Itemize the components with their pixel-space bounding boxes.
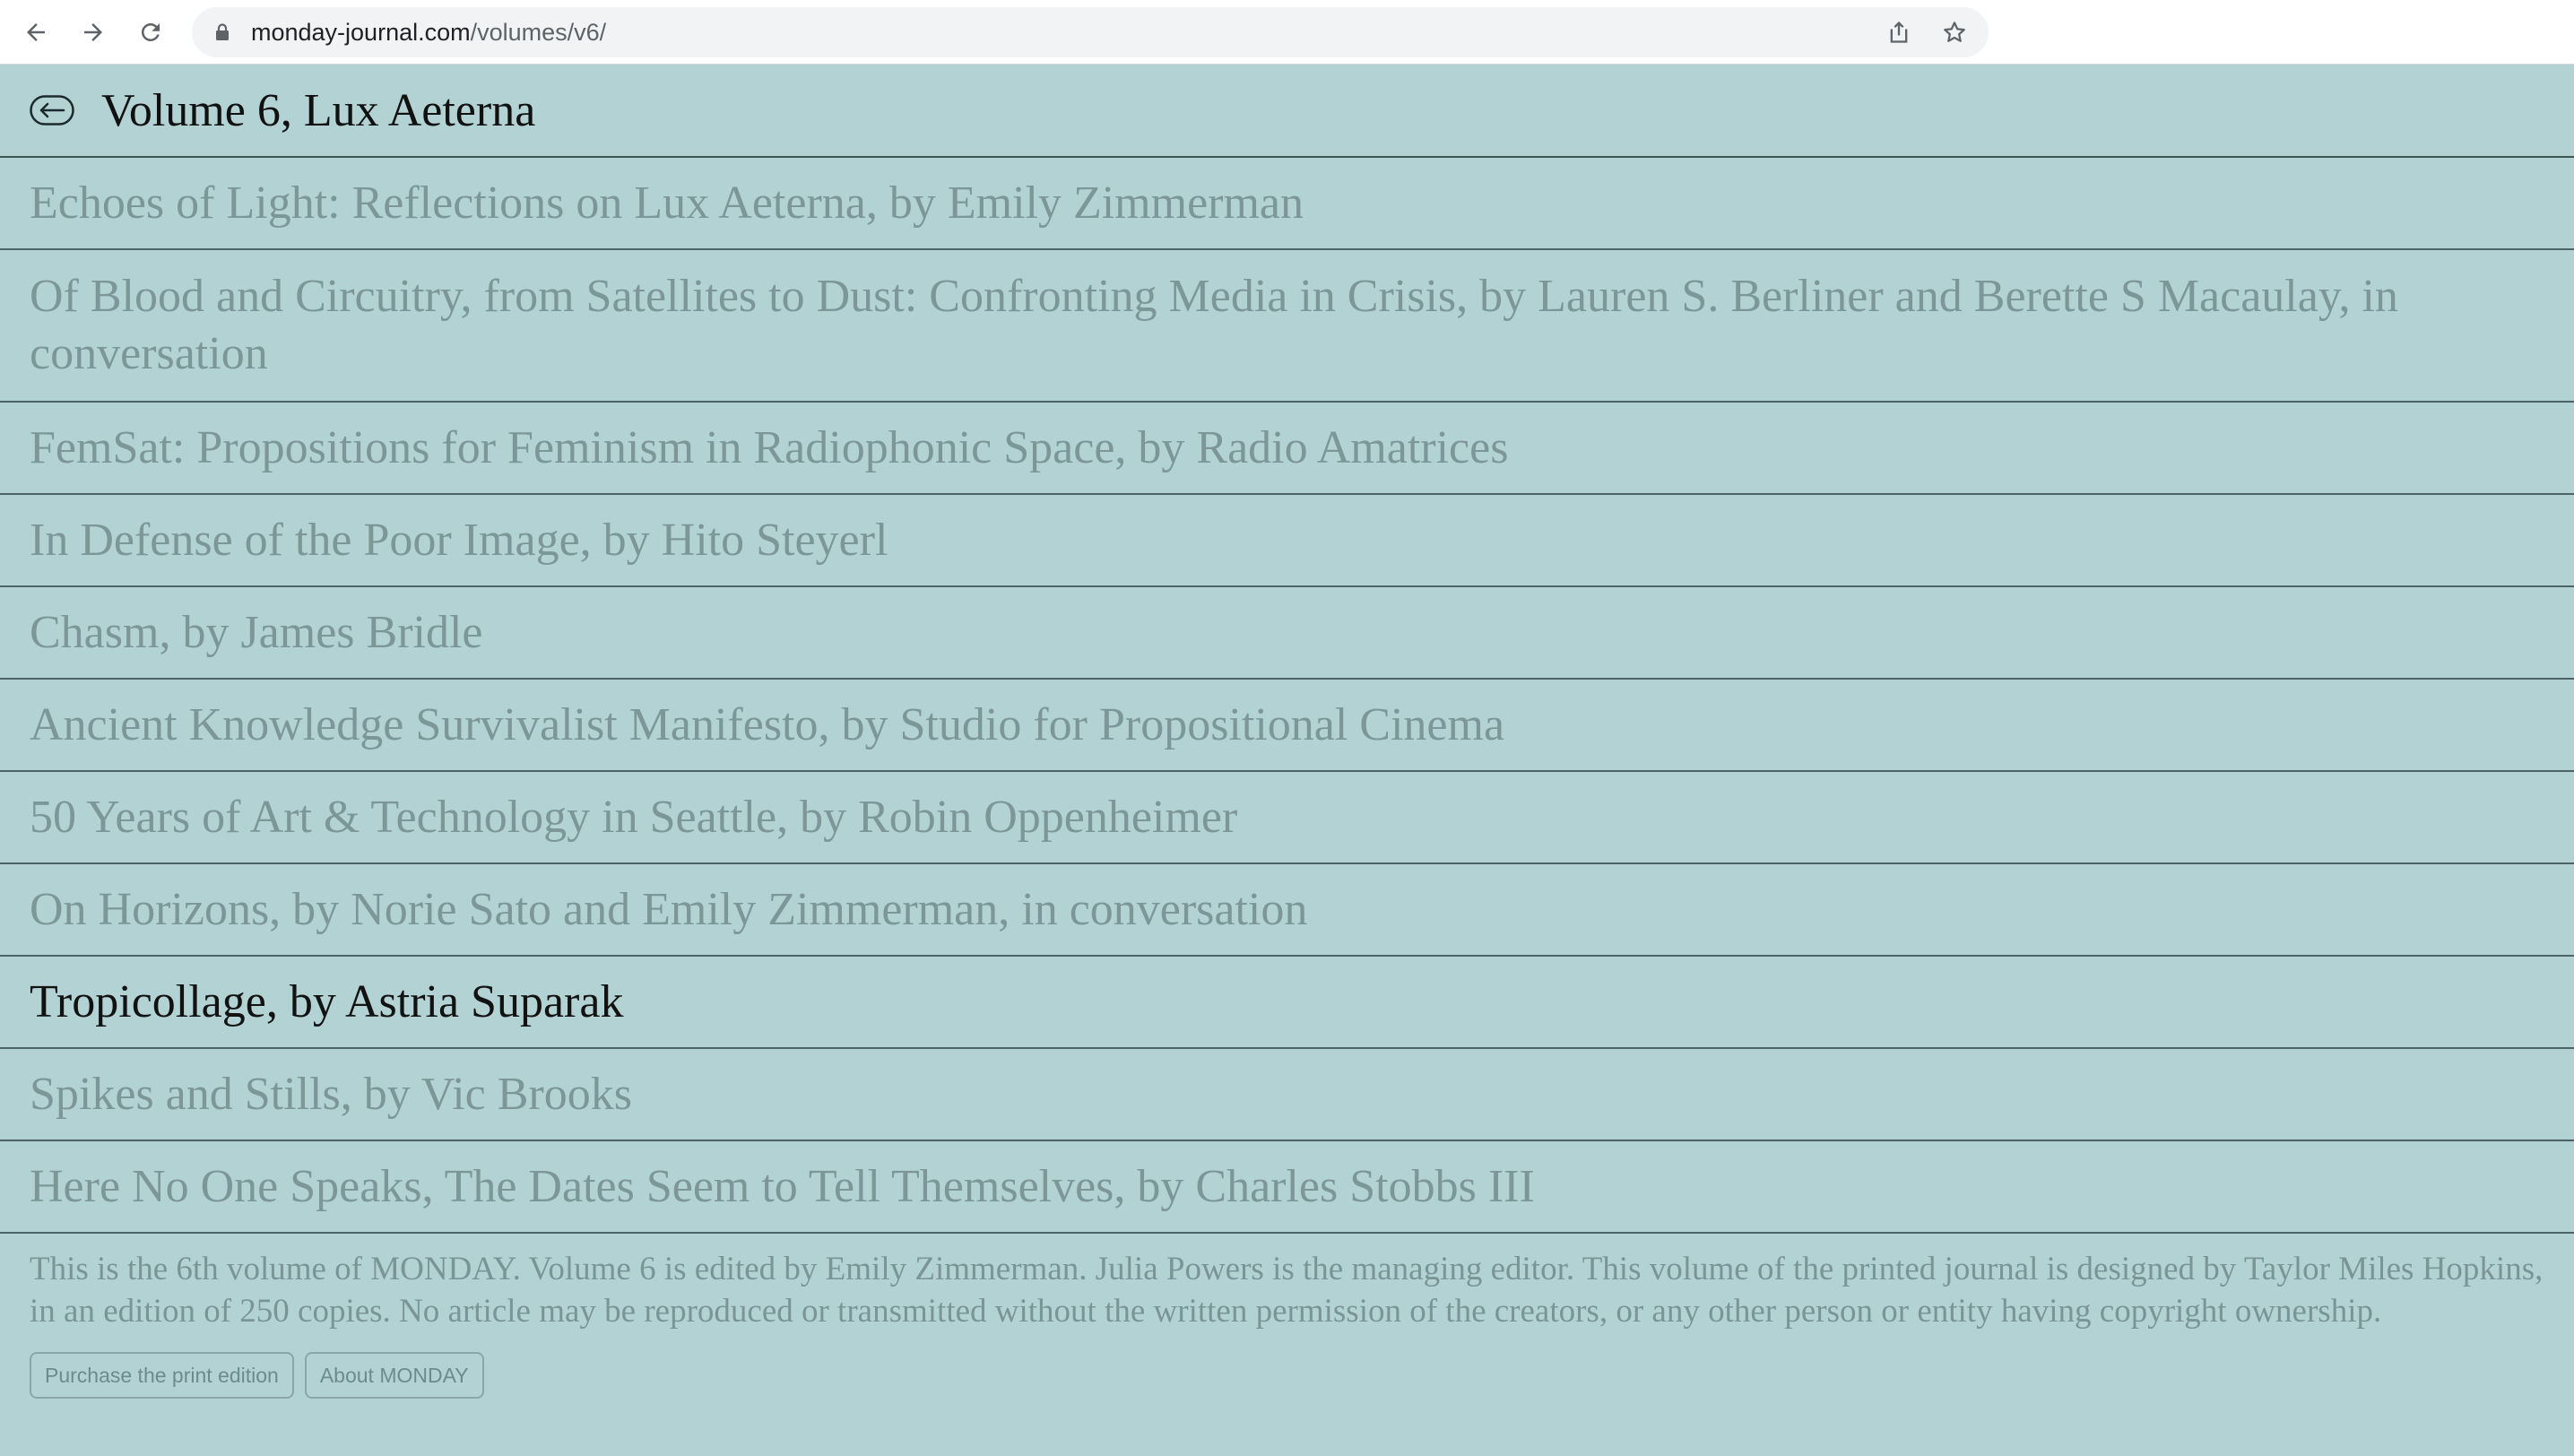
url-host: monday-journal.com	[251, 19, 471, 46]
volume-header	[0, 65, 2574, 158]
toc-item[interactable]: FemSat: Propositions for Feminism in Radiophonic Space, by Radio Amatrices	[0, 403, 2574, 495]
star-icon	[1941, 19, 1968, 46]
back-icon	[22, 19, 49, 46]
colophon-text: This is the 6th volume of MONDAY. Volume 6 is edited by Emily Zimmerman. Julia Powers is the managing editor. This volume of the printed journal is designed by Taylor Miles Hopkins, in an edition of 250 copies. No article may be reproduced or transmitted without the written permission of the creators, or any other person or entity having copyright ownership.	[30, 1251, 2544, 1330]
toc-item[interactable]: In Defense of the Poor Image, by Hito Steyerl	[0, 495, 2574, 587]
footer-links	[0, 1332, 2574, 1399]
toc-item[interactable]: Chasm, by James Bridle	[0, 587, 2574, 680]
toc-item-current[interactable]: Tropicollage, by Astria Suparak	[0, 957, 2574, 1049]
url-text[interactable]	[251, 7, 606, 57]
purchase-print-button[interactable]: Purchase the print edition	[30, 1352, 294, 1399]
lock-icon	[212, 22, 233, 43]
toc-item[interactable]: Echoes of Light: Reflections on Lux Aeterna, by Emily Zimmerman	[0, 158, 2574, 250]
table-of-contents	[0, 158, 2574, 1234]
url-path: /volumes/v6/	[470, 19, 607, 46]
volume-back-button[interactable]	[30, 95, 74, 126]
reload-icon	[137, 19, 164, 46]
forward-icon	[80, 19, 107, 46]
address-bar[interactable]	[192, 7, 1989, 57]
reload-button[interactable]	[131, 13, 170, 52]
bookmark-button[interactable]	[1940, 18, 1969, 47]
toc-item[interactable]: Spikes and Stills, by Vic Brooks	[0, 1049, 2574, 1141]
forward-button[interactable]	[74, 13, 113, 52]
toc-item[interactable]: 50 Years of Art & Technology in Seattle, by Robin Oppenheimer	[0, 772, 2574, 864]
page-content	[0, 65, 2574, 1456]
about-monday-button[interactable]: About MONDAY	[305, 1352, 484, 1399]
toc-item[interactable]: Here No One Speaks, The Dates Seem to Tell Themselves, by Charles Stobbs III	[0, 1141, 2574, 1234]
toc-item[interactable]: Of Blood and Circuitry, from Satellites to Dust: Confronting Media in Crisis, by Lauren S. Berliner and Berette S Macaulay, in conversation	[0, 250, 2574, 403]
circle-arrow-left-icon	[30, 95, 74, 126]
share-button[interactable]	[1885, 18, 1913, 47]
browser-toolbar	[0, 0, 2574, 65]
page-title: Volume 6, Lux Aeterna	[101, 84, 536, 136]
share-icon	[1886, 20, 1911, 45]
back-button[interactable]	[16, 13, 56, 52]
toc-item[interactable]: Ancient Knowledge Survivalist Manifesto, by Studio for Propositional Cinema	[0, 680, 2574, 772]
toc-item[interactable]: On Horizons, by Norie Sato and Emily Zimmerman, in conversation	[0, 864, 2574, 957]
